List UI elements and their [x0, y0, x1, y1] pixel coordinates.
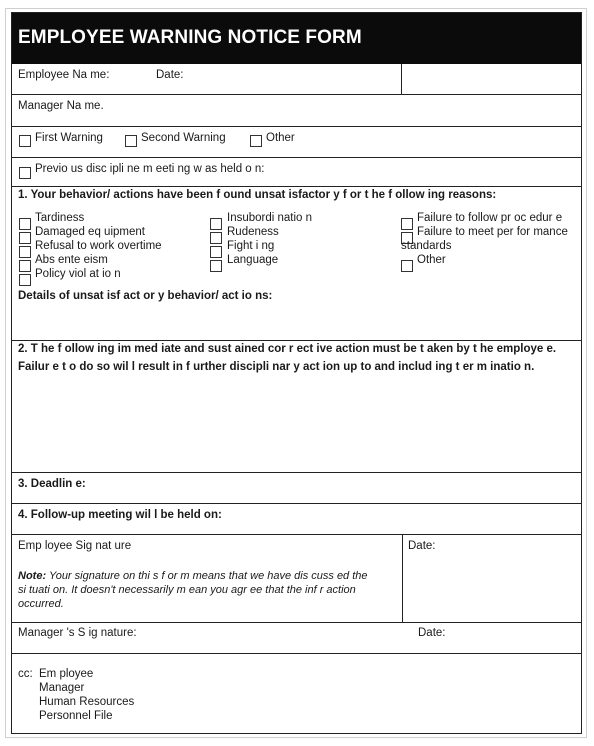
reason-label: Damaged eq uipment [35, 226, 145, 238]
note-line2: si tuati on. It doesn't necessarily m ean you agr ee that the inf r action [18, 584, 356, 596]
rudeness-checkbox[interactable] [210, 232, 222, 244]
reason-label: Failure to follow pr oc edur e [417, 212, 563, 224]
divider [12, 186, 581, 187]
divider [12, 157, 581, 158]
absenteeism-checkbox[interactable] [19, 260, 31, 272]
divider [12, 126, 581, 127]
divider [12, 503, 581, 504]
manager-name-label: Manager Na me. [18, 100, 104, 112]
details-label: Details of unsat isf act or y behavior/ act io ns: [18, 290, 273, 302]
section2-line1: 2. T he f ollow ing im med iate and sust ained cor r ect ive action must be t aken by t he employe e. [18, 343, 557, 355]
insubordination-checkbox[interactable] [210, 218, 222, 230]
signature-divider [402, 534, 403, 622]
reason-label: standards [401, 240, 452, 252]
divider [12, 472, 581, 473]
note-line1 [18, 570, 368, 582]
deadline-label: 3. Deadlin e: [18, 478, 86, 490]
policy-violation-checkbox[interactable] [19, 274, 31, 286]
cc-label: cc: [18, 668, 33, 680]
reason-label: Rudeness [227, 226, 279, 238]
divider [12, 94, 581, 95]
warning-form [11, 12, 582, 734]
first-warning-label: First Warning [35, 132, 103, 144]
row1-divider [401, 64, 402, 94]
fighting-checkbox[interactable] [210, 246, 222, 258]
title-bar [12, 13, 581, 64]
damaged-equipment-checkbox[interactable] [19, 232, 31, 244]
date-label: Date: [156, 69, 184, 81]
tardiness-checkbox[interactable] [19, 218, 31, 230]
cc-item: Personnel File [39, 710, 113, 722]
divider [12, 340, 581, 341]
reason-label: Language [227, 254, 279, 266]
form-title: EMPLOYEE WARNING NOTICE FORM [18, 27, 362, 48]
previous-meeting-checkbox[interactable] [19, 167, 31, 179]
divider [12, 653, 581, 654]
previous-meeting-label: Previo us disc ipli ne m eeti ng w as held o n: [35, 163, 265, 175]
note-label: Note: [18, 570, 47, 582]
reason-label: Tardiness [35, 212, 85, 224]
employee-signature-date: Date: [408, 540, 436, 552]
cc-item: Human Resources [39, 696, 135, 708]
divider [12, 534, 581, 535]
failure-procedure-checkbox[interactable] [401, 218, 413, 230]
note-text: Your signature on thi s f or m means that we have dis cuss ed the [46, 570, 368, 582]
section2-line2: Failur e t o do so wil l result in f urther discipli nar y act ion up to and includ ing t er m inatio n. [18, 361, 535, 373]
other-warning-checkbox[interactable] [250, 135, 262, 147]
reason-label: Policy viol at io n [35, 268, 121, 280]
reason-label: Other [417, 254, 446, 266]
refusal-overtime-checkbox[interactable] [19, 246, 31, 258]
second-warning-label: Second Warning [141, 132, 226, 144]
employee-signature-label: Emp loyee Sig nat ure [18, 540, 132, 552]
language-checkbox[interactable] [210, 260, 222, 272]
manager-signature-date: Date: [418, 627, 446, 639]
follow-up-label: 4. Follow-up meeting wil l be held on: [18, 509, 222, 521]
manager-signature-label: Manager 's S ig nature: [18, 627, 137, 639]
reason-label: Insubordi natio n [227, 212, 313, 224]
reason-label: Fight i ng [227, 240, 275, 252]
cc-item: Manager [39, 682, 85, 694]
divider [12, 622, 581, 623]
reason-label: Abs ente eism [35, 254, 108, 266]
first-warning-checkbox[interactable] [19, 135, 31, 147]
second-warning-checkbox[interactable] [125, 135, 137, 147]
employee-name-label: Employee Na me: [18, 69, 110, 81]
other-reason-checkbox[interactable] [401, 260, 413, 272]
section1-heading: 1. Your behavior/ actions have been f ound unsat isfactor y f or t he f ollow ing reasons: [18, 189, 497, 201]
other-warning-label: Other [266, 132, 295, 144]
cc-item: Em ployee [39, 668, 94, 680]
reason-label: Refusal to work overtime [35, 240, 162, 252]
reason-label: Failure to meet per for mance [417, 226, 568, 238]
note-line3: occurred. [18, 598, 64, 610]
